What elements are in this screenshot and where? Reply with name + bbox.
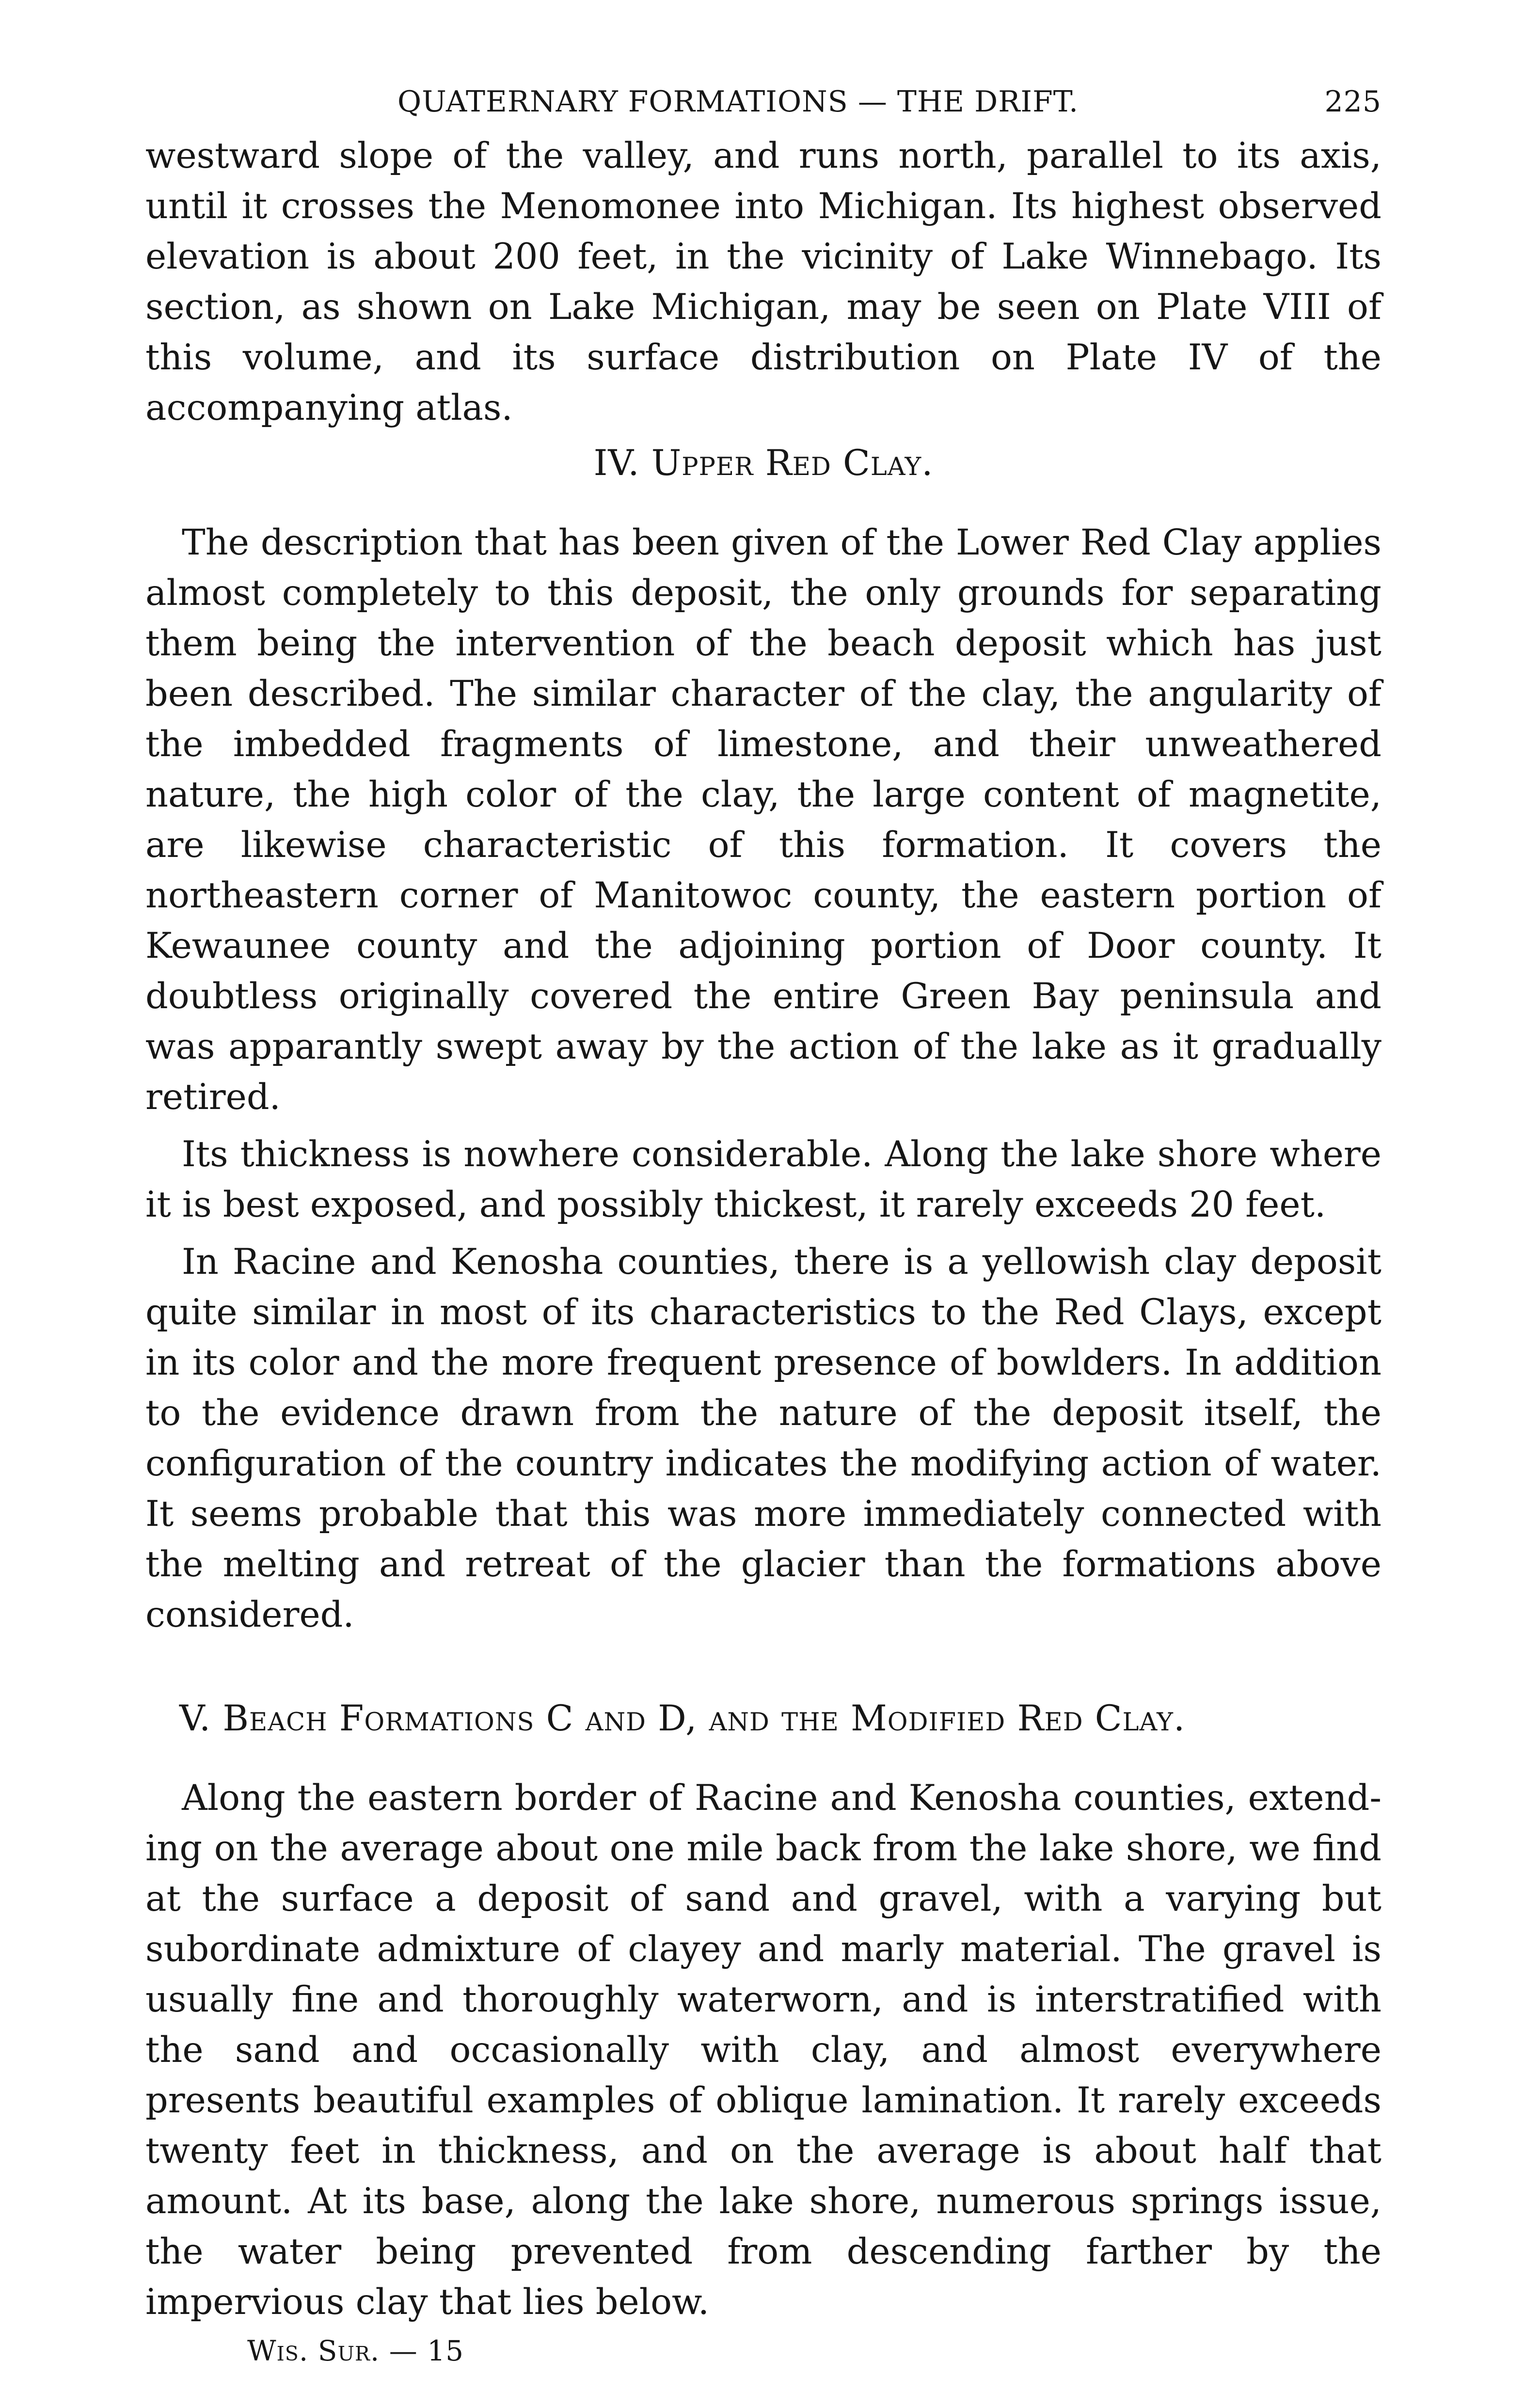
paragraph-upper-red-clay-2: Its thickness is nowhere considerable. Along the lake shore where it is best exposed, and possibly thickest, it rarely exceeds 20 feet. (145, 1134, 1381, 1225)
paragraph-upper-red-clay-1: The description that has been given of the Lower Red Clay applies almost completely to this deposit, the only grounds for separating them being the intervention of the beach deposit which has just been described. The similar character of the clay, the angularity of the imbedded fragments of limestone, and their unweathered nature, the high color of the clay, the large content of magnetite, are likewise characteristic of this formation. It covers the northeastern corner of Manitowoc county, the eastern portion of Kewaunee county and the adjoining portion of Door county. It doubtless originally covered the entire Green Bay peninsula and was apparantly swept away by the action of the lake as it gradually retired. (145, 522, 1381, 1118)
page-number: 225 (1324, 85, 1381, 119)
signature-mark: Wis. Sur. — 15 (247, 2334, 464, 2367)
paragraph-beach-formations-1: Along the eastern border of Racine and Kenosha counties, extending on the average about one mile back from the lake shore, we find at the surface a deposit of sand and gravel, with a varying but subordinate admixture of clayey and marly material. The gravel is usually fine and thoroughly waterworn, and is interstratified with the sand and occasionally with clay, and almost everywhere presents beautiful examples of oblique lamination. It rarely exceeds twenty feet in thickness, and on the average is about half that amount. At its base, along the lake shore, numerous springs issue, the water being prevented from descending farther by the impervious clay that lies below. (145, 1777, 1381, 2323)
section-heading-upper-red-clay: IV. Upper Red Clay. (593, 443, 934, 484)
paragraph-upper-red-clay-3: In Racine and Kenosha counties, there is a yellowish clay deposit quite similar in most of its characteristics to the Red Clays, except in its color and the more frequent presence of bowlders. In addition to the evidence drawn from the nature of the deposit itself, the configuration of the country indicates the modifying action of water. It seems probable that this was more immediately connected with the melting and retreat of the glacier than the formations above considered. (145, 1241, 1381, 1635)
continuation-paragraph: westward slope of the valley, and runs north, parallel to its axis, until it crosses the Menomonee into Michigan. Its highest observed elevation is about 200 feet, in the vicinity of Lake Winnebago. Its section, as shown on Lake Michigan, may be seen on Plate VIII of this volume, and its surface distribution on Plate IV of the accompanying atlas. (145, 135, 1381, 428)
running-head-title: QUATERNARY FORMATIONS — THE DRIFT. (397, 85, 1079, 119)
running-head (145, 78, 1381, 126)
document-page (145, 78, 1381, 2370)
section-heading-beach-formations: V. Beach Formations C and D, and the Modified Red Clay. (179, 1698, 1186, 1739)
